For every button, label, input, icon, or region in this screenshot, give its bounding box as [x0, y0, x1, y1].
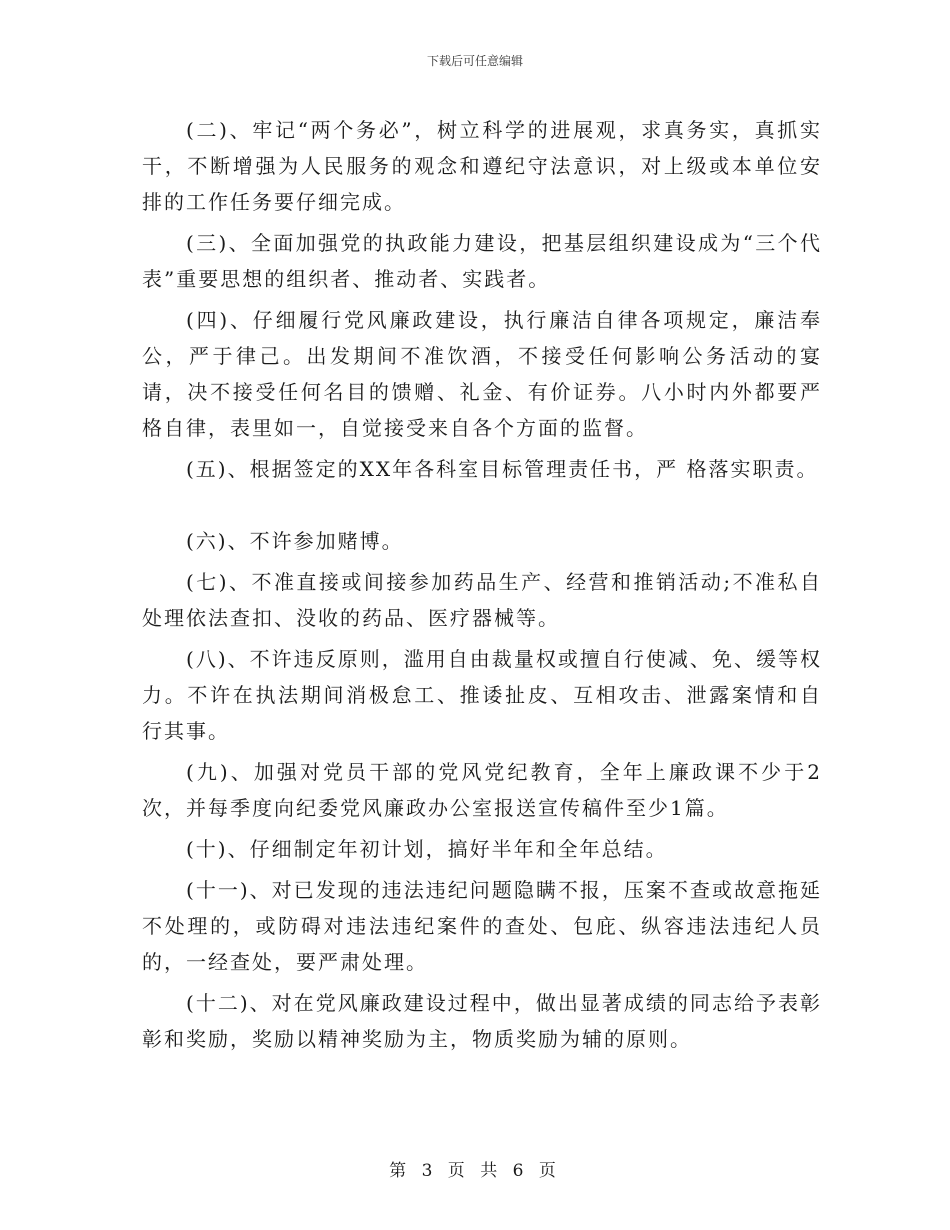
paragraph-4: (四)、仔细履行党风廉政建设，执行廉洁自律各项规定，廉洁奉公，严于律己。出发期间不准饮酒，不接受任何影响公务活动的宴请，决不接受任何名目的馈赠、礼金、有价证券。八小时内外都要严格自律，表里如一，自觉接受来自各个方面的监督。 — [142, 308, 822, 440]
page-number: 第 3 页 共 6 页 — [389, 1161, 561, 1181]
document-body — [142, 112, 822, 1062]
paragraph-7: (七)、不准直接或间接参加药品生产、经营和推销活动;不准私自处理依法查扣、没收的药品、医疗器械等。 — [142, 570, 822, 630]
paragraph-6: (六)、不许参加赌博。 — [186, 529, 404, 553]
paragraph-10: (十)、仔细制定年初计划，搞好半年和全年总结。 — [186, 837, 668, 861]
paragraph-5: (五)、根据签定的XX年各科室目标管理责任书，严 格落实职责。 — [186, 457, 819, 481]
paragraph-2: (二)、牢记“两个务必”，树立科学的进展观，求真务实，真抓实干，不断增强为人民服务的观念和遵纪守法意识，对上级或本单位安排的工作任务要仔细完成。 — [142, 118, 822, 214]
paragraph-11: (十一)、对已发现的违法违纪问题隐瞒不报，压案不查或故意拖延不处理的，或防碍对违法违纪案件的查处、包庇、纵容违法违纪人员的，一经查处，要严肃处理。 — [142, 878, 822, 974]
paragraph-9: (九)、加强对党员干部的党风党纪教育，全年上廉政课不少于2次，并每季度向纪委党风廉政办公室报送宣传稿件至少1篇。 — [142, 760, 822, 820]
paragraph-8: (八)、不许违反原则，滥用自由裁量权或擅自行使减、免、缓等权力。不许在执法期间消极怠工、推诿扯皮、互相攻击、泄露案情和自行其事。 — [142, 647, 822, 743]
page-header: 下载后可任意编辑 — [426, 54, 523, 68]
paragraph-12: (十二)、对在党风廉政建设过程中，做出显著成绩的同志给予表彰彰和奖励，奖励以精神奖励为主，物质奖励为辅的原则。 — [142, 991, 822, 1051]
paragraph-3: (三)、全面加强党的执政能力建设，把基层组织建设成为“三个代表”重要思想的组织者、推动者、实践者。 — [142, 231, 822, 291]
